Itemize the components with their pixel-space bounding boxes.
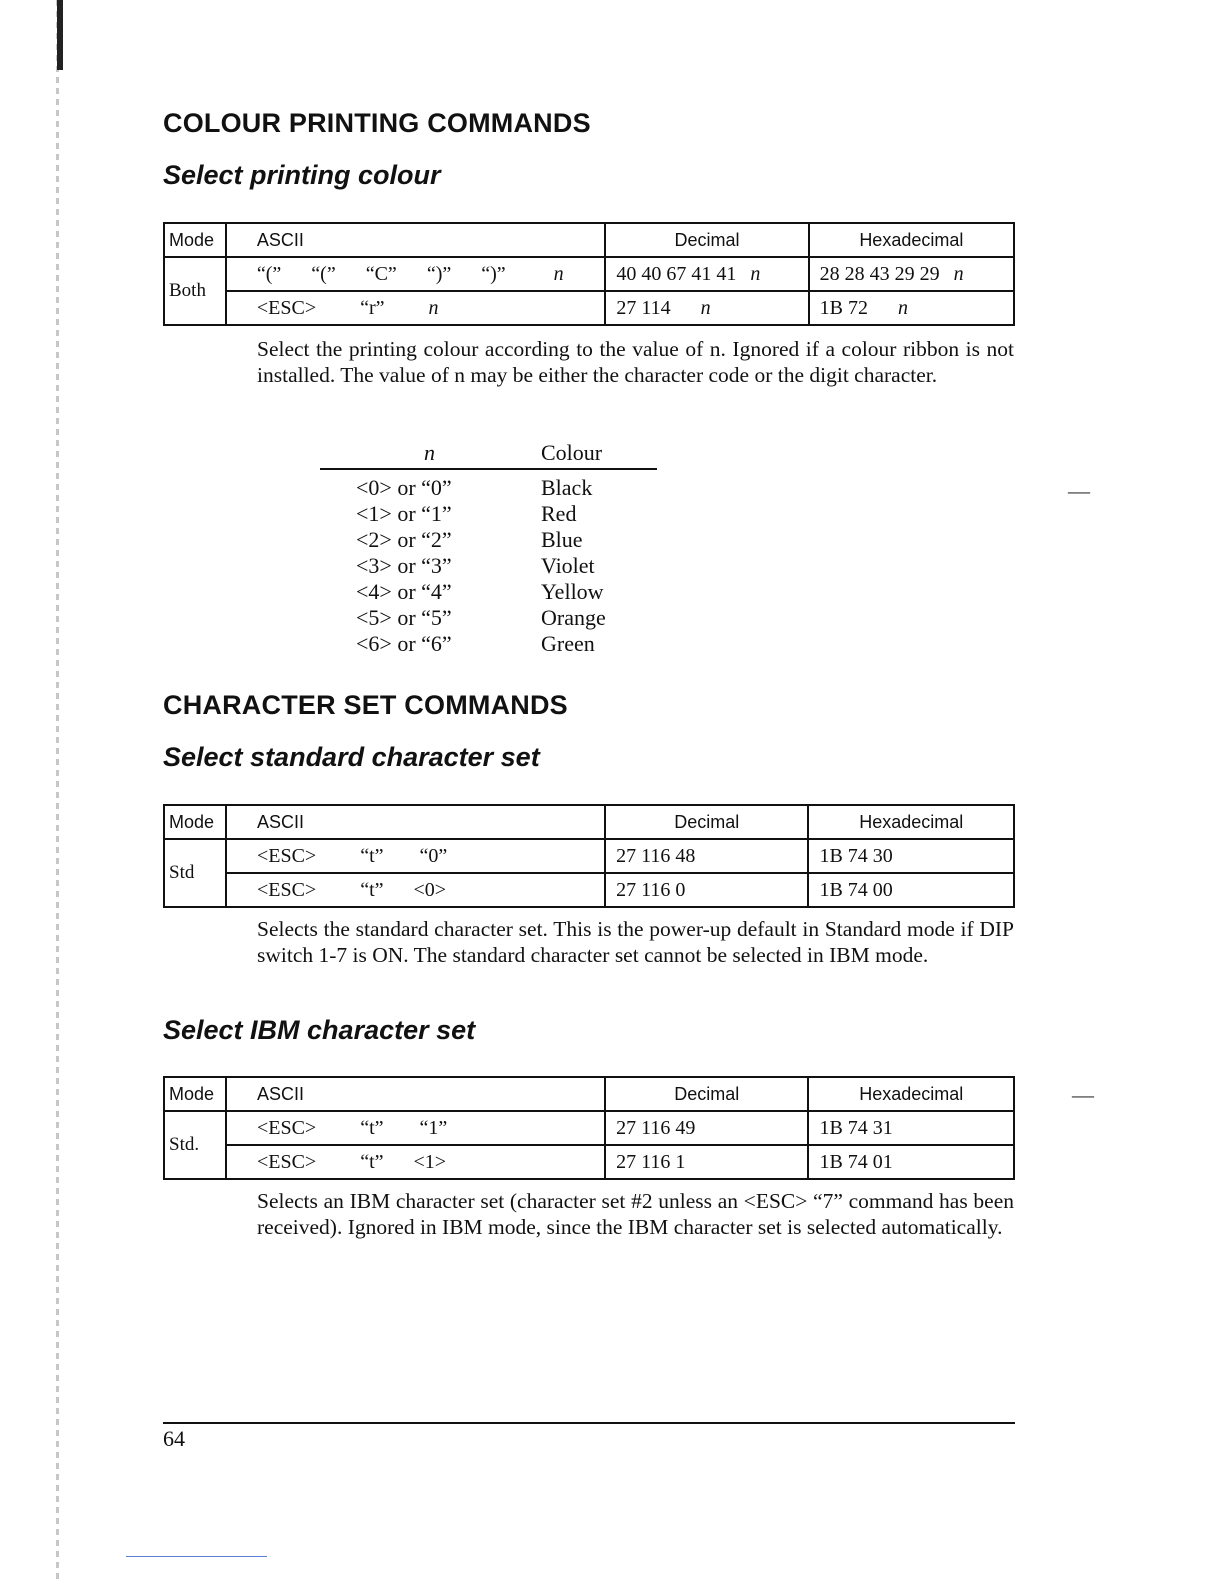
footer-rule [163,1422,1015,1424]
header-colour: Colour [541,440,603,465]
ascii-cell [226,291,605,325]
ascii-token: “)” [481,262,506,285]
ibm-set-command-table [163,1076,1015,1180]
colour-name: Yellow [541,579,604,604]
mode-cell: Std. [164,1111,226,1179]
ascii-token: <ESC> [256,1150,317,1173]
hex-cell: 1B 74 31 [808,1111,1014,1145]
section-title-colour: COLOUR PRINTING COMMANDS [163,108,591,138]
standard-set-description: Selects the standard character set. This is the power-up default in Standard mode if DIP switch 1-7 is ON. The standard character set cannot be selected in IBM mode. [257,917,1014,967]
subtitle-select-ibm: Select IBM character set [163,1015,476,1045]
decimal-cell: 27 116 1 [605,1145,808,1179]
colour-name: Green [541,631,595,656]
ibm-set-description: Selects an IBM character set (character set #2 unless an <ESC> “7” command has been received). Ignored in IBM mode, since the IBM character set is selected automatically. [257,1189,1014,1239]
table-header-row [164,805,1014,839]
colour-value-table [320,438,657,656]
ascii-token: “(” [256,262,282,285]
decimal-cell: 27 116 0 [605,873,808,907]
mode-cell: Both [164,257,226,325]
header-hexadecimal: Hexadecimal [808,805,1014,839]
header-decimal: Decimal [605,223,808,257]
hex-cell [809,257,1014,291]
colour-row [320,526,657,552]
scan-speck: — [1072,1082,1094,1107]
ascii-cell [226,873,605,907]
ascii-token: <ESC> [256,296,317,319]
hex-value: 28 28 43 29 29 [819,262,940,285]
section-title-character-set: CHARACTER SET COMMANDS [163,690,568,720]
decimal-cell [605,291,808,325]
colour-description: Select the printing colour according to the value of n. Ignored if a colour ribbon is not installed. The value of n may be either the character code or the digit character. [257,337,1014,387]
decimal-n: n [700,296,711,319]
header-n: n [424,440,435,465]
hex-cell [809,291,1014,325]
table-row [164,257,1014,291]
colour-name: Violet [541,553,595,578]
table-header-row [164,223,1014,257]
decimal-value: 27 114 [616,296,671,319]
header-hexadecimal: Hexadecimal [809,223,1014,257]
ascii-cell [226,257,605,291]
header-ascii: ASCII [226,1077,605,1111]
ascii-token: “0” [419,844,448,867]
hex-cell: 1B 74 01 [808,1145,1014,1179]
colour-code: <1> or “1” [356,501,452,526]
header-mode: Mode [164,1077,226,1111]
ascii-token: “(” [311,262,336,285]
colour-row [320,604,657,630]
ascii-token: “C” [365,262,397,285]
subtitle-select-printing-colour: Select printing colour [163,160,441,190]
ascii-token: <1> [413,1150,447,1173]
table-row [164,873,1014,907]
table-row [164,1111,1014,1145]
hex-cell: 1B 74 00 [808,873,1014,907]
colour-row [320,500,657,526]
colour-row [320,552,657,578]
colour-name: Orange [541,605,606,630]
hex-n: n [898,296,909,319]
standard-set-command-table [163,804,1015,908]
decimal-cell: 27 116 49 [605,1111,808,1145]
ascii-token: <0> [413,878,447,901]
colour-row [320,578,657,604]
bottom-edge-line [126,1556,267,1557]
hex-n: n [953,262,964,285]
decimal-cell: 27 116 48 [605,839,808,873]
colour-table-header [320,438,657,470]
ascii-token: “t” [360,878,384,901]
colour-row [320,630,657,656]
ascii-token: n [428,296,439,319]
scan-speck: — [1068,478,1090,503]
header-ascii: ASCII [226,805,605,839]
colour-name: Red [541,501,577,526]
colour-code: <5> or “5” [356,605,452,630]
ascii-cell [226,839,605,873]
ascii-token: <ESC> [256,1116,317,1139]
ascii-token: “1” [419,1116,448,1139]
ascii-token: n [553,262,564,285]
scan-edge-mark [57,0,63,70]
header-mode: Mode [164,223,226,257]
table-row [164,291,1014,325]
colour-code: <2> or “2” [356,527,452,552]
hex-cell: 1B 74 30 [808,839,1014,873]
ascii-token: “t” [360,1116,384,1139]
decimal-n: n [750,262,761,285]
colour-code: <3> or “3” [356,553,452,578]
ascii-token: “r” [360,296,385,319]
colour-code: <6> or “6” [356,631,452,656]
ascii-token: “t” [360,844,384,867]
header-ascii: ASCII [226,223,605,257]
decimal-cell [605,257,808,291]
decimal-value: 40 40 67 41 41 [616,262,737,285]
page-number: 64 [163,1426,185,1451]
table-row [164,839,1014,873]
table-row [164,1145,1014,1179]
header-decimal: Decimal [605,805,808,839]
ascii-token: <ESC> [256,844,317,867]
colour-name: Black [541,475,593,500]
scan-edge [56,0,59,1584]
table-header-row [164,1077,1014,1111]
header-mode: Mode [164,805,226,839]
colour-row [320,474,657,500]
colour-name: Blue [541,527,583,552]
subtitle-select-standard: Select standard character set [163,742,540,772]
header-decimal: Decimal [605,1077,808,1111]
hex-value: 1B 72 [819,296,869,319]
mode-cell: Std [164,839,226,907]
ascii-token: “t” [360,1150,384,1173]
ascii-token: <ESC> [256,878,317,901]
colour-code: <4> or “4” [356,579,452,604]
colour-command-table [163,222,1015,326]
ascii-token: “)” [426,262,452,285]
ascii-cell [226,1111,605,1145]
colour-code: <0> or “0” [356,475,452,500]
header-hexadecimal: Hexadecimal [808,1077,1014,1111]
ascii-cell [226,1145,605,1179]
